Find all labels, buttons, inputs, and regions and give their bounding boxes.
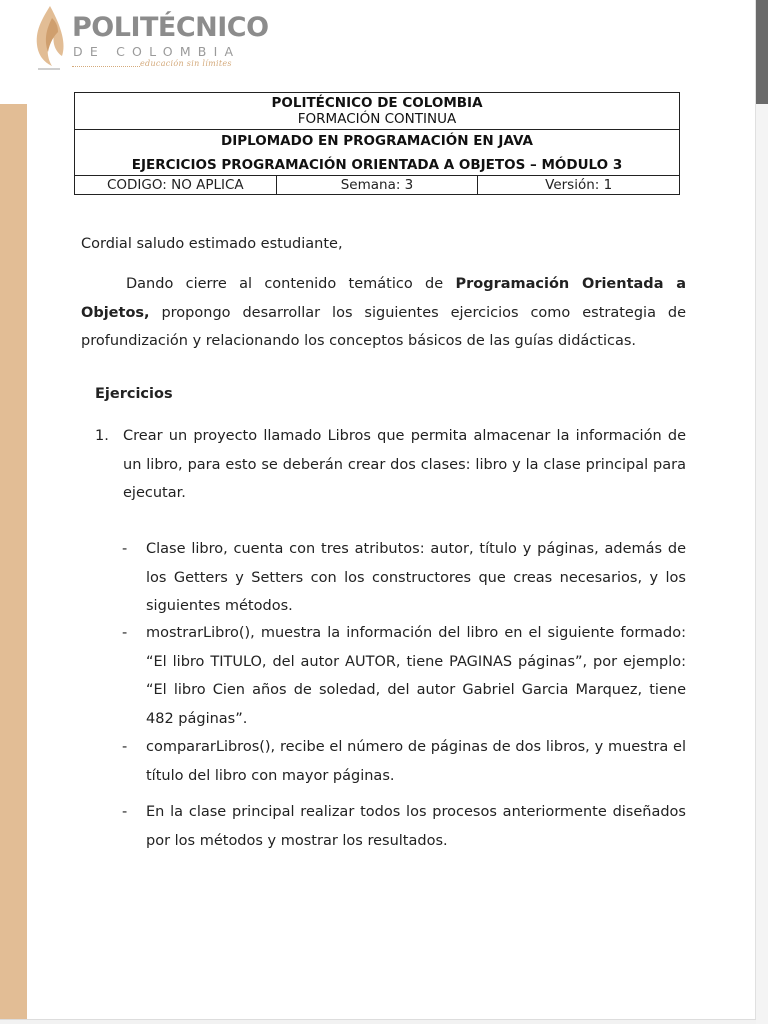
logo-wordmark: POLITÉCNICO [72,12,269,43]
exercise-text: Crear un proyecto llamado Libros que permita almacenar la información de un libro, para esto se deberán crear dos clases: libro y la clase principal para ejecutar. [123,428,686,501]
intro-text-start: Dando cierre al contenido temático de [126,276,456,292]
logo-subtitle: DE COLOMBIA [73,44,241,59]
section-heading-ejercicios: Ejercicios [95,386,173,402]
header-week: Semana: 3 [276,176,478,194]
header-meta-row [75,175,679,194]
bullet-text: Clase libro, cuenta con tres atributos: autor, título y páginas, además de los Getters y Setters con los constructores que creas necesarios, y los siguientes métodos. [146,541,686,614]
institution-logo [32,4,272,76]
bullet-text: compararLibros(), recibe el número de páginas de dos libros, y muestra el título del libro con mayor páginas. [146,739,686,784]
header-code: CODIGO: NO APLICA [106,177,244,193]
bullet-text: En la clase principal realizar todos los procesos anteriormente diseñados por los métodos y mostrar los resultados. [146,804,686,849]
header-department: FORMACIÓN CONTINUA [297,111,457,127]
bullet-dash: - [122,739,128,755]
page-bottom-edge [0,1019,756,1024]
header-version: Versión: 1 [477,176,679,194]
document-header-table [74,92,680,195]
bullet-dash: - [122,625,128,641]
intro-bold-topic: Programación Orientada a Objetos, [81,276,686,321]
intro-paragraph [81,270,686,356]
greeting-text: Cordial saludo estimado estudiante, [81,236,343,252]
vertical-scrollbar[interactable] [756,0,768,1024]
bullet-dash: - [122,804,128,820]
header-module: EJERCICIOS PROGRAMACIÓN ORIENTADA A OBJETOS – MÓDULO 3 [131,157,623,173]
exercise-number: 1. [95,428,109,444]
bullet-dash: - [122,541,128,557]
logo-dotted-rule [72,66,140,67]
flame-icon [32,4,68,76]
scrollbar-thumb[interactable] [756,0,768,104]
decorative-side-band [0,104,27,1020]
logo-tagline: educación sin límites [140,59,232,68]
bullet-text: mostrarLibro(), muestra la información del libro en el siguiente formado: “El libro TITULO, del autor AUTOR, tiene PAGINAS páginas”, por ejemplo: “El libro Cien años de soledad, del autor Gabriel Garcia Marquez, tiene 482 páginas”. [146,625,686,727]
header-institution: POLITÉCNICO DE COLOMBIA [271,95,483,111]
intro-text-end: propongo desarrollar los siguientes ejercicios como estrategia de profundización y relacionando los conceptos básicos de las guías didácticas. [81,304,686,349]
header-program: DIPLOMADO EN PROGRAMACIÓN EN JAVA [75,129,679,153]
